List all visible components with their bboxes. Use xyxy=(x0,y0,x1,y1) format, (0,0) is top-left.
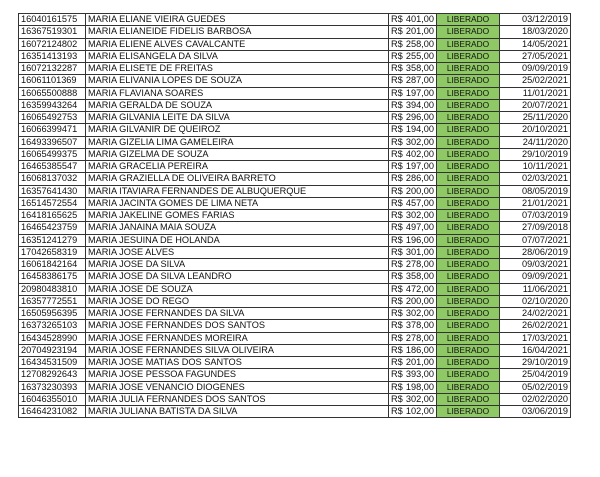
cell-date: 02/03/2021 xyxy=(500,173,571,185)
cell-value xyxy=(389,295,437,307)
status-badge: LIBERADO xyxy=(437,173,500,185)
cell-id: 16040161575 xyxy=(19,14,86,26)
cell-date: 03/06/2019 xyxy=(500,406,571,418)
cell-name: MARIA JOSE MATIAS DOS SANTOS xyxy=(86,357,389,369)
table-row xyxy=(19,271,571,283)
table-row xyxy=(19,320,571,332)
status-badge: LIBERADO xyxy=(437,14,500,26)
currency-symbol: R$ xyxy=(391,112,403,123)
cell-date: 11/01/2021 xyxy=(500,87,571,99)
currency-symbol: R$ xyxy=(391,222,403,233)
cell-name: MARIA GIZELMA DE SOUZA xyxy=(86,148,389,160)
cell-name: MARIA JOSE PESSOA FAGUNDES xyxy=(86,369,389,381)
cell-value xyxy=(389,332,437,344)
cell-name: MARIA ELIANEIDE FIDELIS BARBOSA xyxy=(86,26,389,38)
currency-symbol: R$ xyxy=(391,87,403,98)
currency-symbol: R$ xyxy=(391,197,403,208)
amount: 358,00 xyxy=(405,271,434,282)
cell-date: 29/10/2019 xyxy=(500,357,571,369)
cell-date: 20/07/2021 xyxy=(500,99,571,111)
cell-date: 16/04/2021 xyxy=(500,344,571,356)
status-badge: LIBERADO xyxy=(437,185,500,197)
cell-id: 16464231082 xyxy=(19,406,86,418)
cell-value xyxy=(389,50,437,62)
amount: 302,00 xyxy=(405,393,434,404)
cell-name: MARIA JULIA FERNANDES DOS SANTOS xyxy=(86,393,389,405)
status-badge: LIBERADO xyxy=(437,271,500,283)
amount: 286,00 xyxy=(405,173,434,184)
cell-id: 16072124802 xyxy=(19,38,86,50)
amount: 497,00 xyxy=(405,222,434,233)
cell-name: MARIA FLAVIANA SOARES xyxy=(86,87,389,99)
currency-symbol: R$ xyxy=(391,357,403,368)
cell-id: 16434528990 xyxy=(19,332,86,344)
cell-name: MARIA GERALDA DE SOUZA xyxy=(86,99,389,111)
amount: 402,00 xyxy=(405,148,434,159)
status-badge: LIBERADO xyxy=(437,344,500,356)
cell-id: 16072132287 xyxy=(19,63,86,75)
cell-value xyxy=(389,161,437,173)
cell-value xyxy=(389,173,437,185)
cell-date: 28/06/2019 xyxy=(500,246,571,258)
cell-value xyxy=(389,271,437,283)
amount: 302,00 xyxy=(405,136,434,147)
cell-date: 09/09/2021 xyxy=(500,271,571,283)
status-badge: LIBERADO xyxy=(437,357,500,369)
cell-name: MARIA GRACELIA PEREIRA xyxy=(86,161,389,173)
cell-name: MARIA JOSE DO REGO xyxy=(86,295,389,307)
table-row xyxy=(19,87,571,99)
cell-date: 02/10/2020 xyxy=(500,295,571,307)
cell-value xyxy=(389,259,437,271)
status-badge: LIBERADO xyxy=(437,308,500,320)
currency-symbol: R$ xyxy=(391,38,403,49)
table-row xyxy=(19,63,571,75)
cell-name: MARIA GIZELIA LIMA GAMELEIRA xyxy=(86,136,389,148)
cell-id: 16434531509 xyxy=(19,357,86,369)
cell-id: 16373230393 xyxy=(19,381,86,393)
cell-value xyxy=(389,63,437,75)
cell-id: 16505956395 xyxy=(19,308,86,320)
cell-id: 16061842164 xyxy=(19,259,86,271)
cell-value xyxy=(389,406,437,418)
currency-symbol: R$ xyxy=(391,320,403,331)
status-badge: LIBERADO xyxy=(437,161,500,173)
amount: 296,00 xyxy=(405,112,434,123)
beneficiary-table xyxy=(18,13,571,418)
cell-value xyxy=(389,38,437,50)
amount: 457,00 xyxy=(405,197,434,208)
table-row xyxy=(19,357,571,369)
amount: 186,00 xyxy=(405,344,434,355)
cell-value xyxy=(389,246,437,258)
cell-value xyxy=(389,185,437,197)
amount: 196,00 xyxy=(405,234,434,245)
cell-id: 16351241279 xyxy=(19,234,86,246)
status-badge: LIBERADO xyxy=(437,369,500,381)
status-badge: LIBERADO xyxy=(437,38,500,50)
cell-id: 16061101369 xyxy=(19,75,86,87)
amount: 194,00 xyxy=(405,124,434,135)
cell-value xyxy=(389,87,437,99)
cell-value xyxy=(389,234,437,246)
status-badge: LIBERADO xyxy=(437,222,500,234)
table-row xyxy=(19,112,571,124)
cell-date: 14/05/2021 xyxy=(500,38,571,50)
currency-symbol: R$ xyxy=(391,161,403,172)
currency-symbol: R$ xyxy=(391,344,403,355)
amount: 302,00 xyxy=(405,308,434,319)
cell-date: 21/01/2021 xyxy=(500,197,571,209)
cell-name: MARIA JOSE VENANCIO DIOGENES xyxy=(86,381,389,393)
table-row xyxy=(19,295,571,307)
cell-name: MARIA JACINTA GOMES DE LIMA NETA xyxy=(86,197,389,209)
cell-name: MARIA ITAVIARA FERNANDES DE ALBUQUERQUE xyxy=(86,185,389,197)
cell-name: MARIA JOSE DA SILVA xyxy=(86,259,389,271)
cell-name: MARIA ELIENE ALVES CAVALCANTE xyxy=(86,38,389,50)
cell-name: MARIA JOSE DA SILVA LEANDRO xyxy=(86,271,389,283)
currency-symbol: R$ xyxy=(391,124,403,135)
status-badge: LIBERADO xyxy=(437,406,500,418)
cell-date: 29/10/2019 xyxy=(500,148,571,160)
cell-id: 16359943264 xyxy=(19,99,86,111)
amount: 201,00 xyxy=(405,26,434,37)
cell-id: 16373265103 xyxy=(19,320,86,332)
amount: 287,00 xyxy=(405,75,434,86)
cell-date: 09/03/2021 xyxy=(500,259,571,271)
cell-name: MARIA JOSE FERNANDES SILVA OLIVEIRA xyxy=(86,344,389,356)
currency-symbol: R$ xyxy=(391,259,403,270)
amount: 198,00 xyxy=(405,381,434,392)
currency-symbol: R$ xyxy=(391,295,403,306)
cell-name: MARIA ELIANE VIEIRA GUEDES xyxy=(86,14,389,26)
amount: 197,00 xyxy=(405,161,434,172)
currency-symbol: R$ xyxy=(391,393,403,404)
cell-id: 16357772551 xyxy=(19,295,86,307)
cell-value xyxy=(389,320,437,332)
status-badge: LIBERADO xyxy=(437,87,500,99)
table-row xyxy=(19,124,571,136)
status-badge: LIBERADO xyxy=(437,332,500,344)
cell-date: 27/09/2018 xyxy=(500,222,571,234)
currency-symbol: R$ xyxy=(391,406,403,417)
table-row xyxy=(19,332,571,344)
status-badge: LIBERADO xyxy=(437,50,500,62)
table-row xyxy=(19,75,571,87)
amount: 378,00 xyxy=(405,320,434,331)
cell-id: 16065499375 xyxy=(19,148,86,160)
table-row xyxy=(19,222,571,234)
cell-date: 07/03/2019 xyxy=(500,210,571,222)
currency-symbol: R$ xyxy=(391,173,403,184)
cell-value xyxy=(389,14,437,26)
cell-date: 02/02/2020 xyxy=(500,393,571,405)
cell-id: 16065500888 xyxy=(19,87,86,99)
cell-date: 25/11/2020 xyxy=(500,112,571,124)
currency-symbol: R$ xyxy=(391,283,403,294)
cell-value xyxy=(389,148,437,160)
cell-value xyxy=(389,393,437,405)
currency-symbol: R$ xyxy=(391,63,403,74)
cell-id: 16514572554 xyxy=(19,197,86,209)
status-badge: LIBERADO xyxy=(437,136,500,148)
cell-date: 18/03/2020 xyxy=(500,26,571,38)
status-badge: LIBERADO xyxy=(437,148,500,160)
cell-name: MARIA GILVANIA LEITE DA SILVA xyxy=(86,112,389,124)
amount: 472,00 xyxy=(405,283,434,294)
cell-id: 17042658319 xyxy=(19,246,86,258)
cell-value xyxy=(389,210,437,222)
cell-date: 10/11/2021 xyxy=(500,161,571,173)
cell-date: 27/05/2021 xyxy=(500,50,571,62)
cell-id: 16351413193 xyxy=(19,50,86,62)
currency-symbol: R$ xyxy=(391,332,403,343)
cell-date: 08/05/2019 xyxy=(500,185,571,197)
table-row xyxy=(19,234,571,246)
cell-name: MARIA ELISETE DE FREITAS xyxy=(86,63,389,75)
cell-value xyxy=(389,369,437,381)
table-row xyxy=(19,38,571,50)
cell-name: MARIA ELIVANIA LOPES DE SOUZA xyxy=(86,75,389,87)
currency-symbol: R$ xyxy=(391,246,403,257)
table-row xyxy=(19,14,571,26)
currency-symbol: R$ xyxy=(391,14,403,25)
table-row xyxy=(19,308,571,320)
currency-symbol: R$ xyxy=(391,381,403,392)
cell-value xyxy=(389,222,437,234)
status-badge: LIBERADO xyxy=(437,197,500,209)
table-row xyxy=(19,369,571,381)
cell-name: MARIA ELISANGELA DA SILVA xyxy=(86,50,389,62)
table-row xyxy=(19,406,571,418)
table-row xyxy=(19,136,571,148)
cell-name: MARIA GRAZIELLA DE OLIVEIRA BARRETO xyxy=(86,173,389,185)
cell-name: MARIA JANAINA MAIA SOUZA xyxy=(86,222,389,234)
cell-name: MARIA JOSE FERNANDES MOREIRA xyxy=(86,332,389,344)
status-badge: LIBERADO xyxy=(437,381,500,393)
cell-date: 25/02/2021 xyxy=(500,75,571,87)
currency-symbol: R$ xyxy=(391,75,403,86)
currency-symbol: R$ xyxy=(391,271,403,282)
table-row xyxy=(19,197,571,209)
cell-date: 24/02/2021 xyxy=(500,308,571,320)
cell-date: 09/09/2019 xyxy=(500,63,571,75)
table-row xyxy=(19,99,571,111)
status-badge: LIBERADO xyxy=(437,112,500,124)
currency-symbol: R$ xyxy=(391,26,403,37)
status-badge: LIBERADO xyxy=(437,393,500,405)
cell-id: 16493396507 xyxy=(19,136,86,148)
table-row xyxy=(19,344,571,356)
cell-id: 16066399471 xyxy=(19,124,86,136)
cell-id: 16046355010 xyxy=(19,393,86,405)
table-row xyxy=(19,161,571,173)
status-badge: LIBERADO xyxy=(437,283,500,295)
status-badge: LIBERADO xyxy=(437,259,500,271)
amount: 278,00 xyxy=(405,259,434,270)
cell-id: 20980483810 xyxy=(19,283,86,295)
cell-date: 11/06/2021 xyxy=(500,283,571,295)
cell-value xyxy=(389,308,437,320)
currency-symbol: R$ xyxy=(391,210,403,221)
table-row xyxy=(19,148,571,160)
cell-date: 24/11/2020 xyxy=(500,136,571,148)
table-row xyxy=(19,50,571,62)
cell-date: 26/02/2021 xyxy=(500,320,571,332)
cell-date: 17/03/2021 xyxy=(500,332,571,344)
cell-date: 25/04/2019 xyxy=(500,369,571,381)
status-badge: LIBERADO xyxy=(437,210,500,222)
amount: 102,00 xyxy=(405,406,434,417)
cell-value xyxy=(389,124,437,136)
cell-id: 16065492753 xyxy=(19,112,86,124)
cell-date: 07/07/2021 xyxy=(500,234,571,246)
cell-value xyxy=(389,136,437,148)
cell-name: MARIA JOSE FERNANDES DOS SANTOS xyxy=(86,320,389,332)
cell-id: 16465423759 xyxy=(19,222,86,234)
table-row xyxy=(19,26,571,38)
currency-symbol: R$ xyxy=(391,234,403,245)
table-row xyxy=(19,259,571,271)
status-badge: LIBERADO xyxy=(437,99,500,111)
cell-value xyxy=(389,99,437,111)
amount: 393,00 xyxy=(405,369,434,380)
amount: 255,00 xyxy=(405,50,434,61)
cell-id: 12708292643 xyxy=(19,369,86,381)
cell-name: MARIA JAKELINE GOMES FARIAS xyxy=(86,210,389,222)
cell-name: MARIA JOSE FERNANDES DA SILVA xyxy=(86,308,389,320)
cell-date: 05/02/2019 xyxy=(500,381,571,393)
status-badge: LIBERADO xyxy=(437,295,500,307)
cell-value xyxy=(389,283,437,295)
cell-id: 16367519301 xyxy=(19,26,86,38)
cell-id: 16465385547 xyxy=(19,161,86,173)
amount: 197,00 xyxy=(405,87,434,98)
table-row xyxy=(19,381,571,393)
currency-symbol: R$ xyxy=(391,50,403,61)
table-row xyxy=(19,246,571,258)
status-badge: LIBERADO xyxy=(437,234,500,246)
cell-id: 16418165625 xyxy=(19,210,86,222)
amount: 278,00 xyxy=(405,332,434,343)
table-row xyxy=(19,173,571,185)
cell-date: 20/10/2021 xyxy=(500,124,571,136)
cell-id: 20704923194 xyxy=(19,344,86,356)
status-badge: LIBERADO xyxy=(437,246,500,258)
currency-symbol: R$ xyxy=(391,185,403,196)
cell-value xyxy=(389,75,437,87)
table-row xyxy=(19,283,571,295)
status-badge: LIBERADO xyxy=(437,124,500,136)
cell-name: MARIA JESUINA DE HOLANDA xyxy=(86,234,389,246)
cell-value xyxy=(389,112,437,124)
amount: 401,00 xyxy=(405,14,434,25)
cell-date: 03/12/2019 xyxy=(500,14,571,26)
amount: 394,00 xyxy=(405,99,434,110)
table-row xyxy=(19,393,571,405)
amount: 258,00 xyxy=(405,38,434,49)
cell-id: 16357641430 xyxy=(19,185,86,197)
status-badge: LIBERADO xyxy=(437,26,500,38)
currency-symbol: R$ xyxy=(391,308,403,319)
amount: 200,00 xyxy=(405,185,434,196)
cell-name: MARIA JULIANA BATISTA DA SILVA xyxy=(86,406,389,418)
table-row xyxy=(19,185,571,197)
currency-symbol: R$ xyxy=(391,148,403,159)
amount: 302,00 xyxy=(405,210,434,221)
cell-value xyxy=(389,357,437,369)
amount: 301,00 xyxy=(405,246,434,257)
amount: 358,00 xyxy=(405,63,434,74)
cell-value xyxy=(389,344,437,356)
amount: 200,00 xyxy=(405,295,434,306)
status-badge: LIBERADO xyxy=(437,320,500,332)
cell-id: 16458386175 xyxy=(19,271,86,283)
cell-id: 16068137032 xyxy=(19,173,86,185)
status-badge: LIBERADO xyxy=(437,75,500,87)
cell-name: MARIA JOSE DE SOUZA xyxy=(86,283,389,295)
currency-symbol: R$ xyxy=(391,136,403,147)
cell-value xyxy=(389,197,437,209)
status-badge: LIBERADO xyxy=(437,63,500,75)
table-row xyxy=(19,210,571,222)
cell-name: MARIA JOSE ALVES xyxy=(86,246,389,258)
cell-value xyxy=(389,381,437,393)
amount: 201,00 xyxy=(405,357,434,368)
currency-symbol: R$ xyxy=(391,369,403,380)
cell-value xyxy=(389,26,437,38)
cell-name: MARIA GILVANIR DE QUEIROZ xyxy=(86,124,389,136)
currency-symbol: R$ xyxy=(391,99,403,110)
